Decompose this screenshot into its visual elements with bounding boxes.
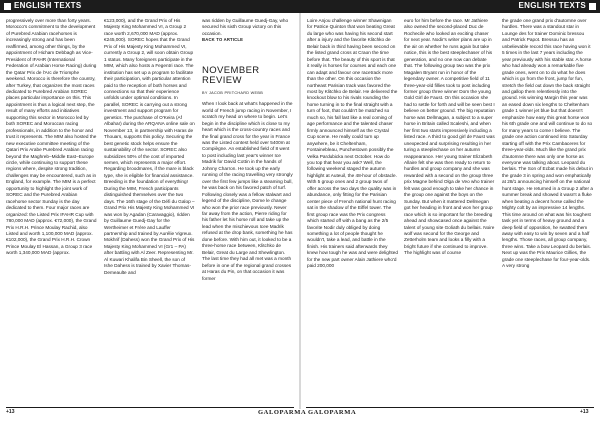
section-label-right: ENGLISH TEXTS	[518, 1, 586, 10]
article-title-line2: REVIEW	[202, 75, 242, 87]
text-column-6	[502, 18, 593, 403]
header-square-icon	[589, 3, 596, 10]
page-number-right: +13	[580, 409, 589, 415]
column-text: progressively over more than forty years. Morocco's commitment to the development of Purebred Arabian racehorses is increasingly strong and has been reaffirmed, among other things, by the appointment of Hicham Debbagh as Vice-President of IFAHR (International Federation of Arabian Horse Racing) during the Qatar Prix de l'Arc de Triomphe weekend. Morocco is therefore the country, after Turkey, that organizes the most races dedicated to Purebred Arabian SOREC places particular importance on this. This appointment is thus a logical next step, the result of many efforts and initiatives supporting this sector in Morocco led by both SOREC and Moroccan racing professionals, in addition to the honor and trust it represents. The MIM also hosted the new executive committee meeting of the Qatari Prix Arabe Purebred Arabian racing beyond the Maghreb–Middle East–Europe circle, while continuing to support these regions where, despite strong tradition, challenges may be encountered, such as in England, for example. The MIM is a perfect opportunity to highlight the joint work of SOREC and the Purebred Arabian racehorse sector Sunday is the day dedicated to them. Four major races are organized: the Listed Prix IFAHR Cup with 780,000 MAD (approx. €72,000), the Grand Prix H.R.H. Prince Moulay Rachid, also Listed and worth 1,100,000 MAD (approx. €102,000), the Grand Prix H.R.H. Crown Prince Moulay El Hassan, a Group 3 race worth 1,340,000 MAD (approx.	[6, 18, 97, 256]
footer-brand-left	[258, 409, 306, 416]
text-column-1	[6, 18, 97, 403]
footer-rule-right	[306, 407, 594, 408]
article-body: When I look back at what's happened in the world of French jump racing in November, I scratch my head on where to begin. Let's begin in the discipline which is close to my heart which is the cross-country races and the final grand cross for the year in France was the Listed contest held over 5400m at Compiègne. An established field of 8 went to post including last year's winner Ice Madrik for David Cottin in the hands of Johnny Charron. He took up the early running of the racing travelling very strongly over the first few jumps like a steaming bull, he was back on his favored patch of turf. Following closely was a fellow stalwart and legend of the discipline, Dome le change who won the prior race previously. Never far away from the action, Pierre riding for his father let his horse roll and take up the lead when the mischievous Icee Madrik refused at the drop bank, something he has done before. With him out, it looked to be a three-horse race between, Klitchko de Belair, Great du Large and Shewlington. The last time they had all met was a month before in one of the regional grand crosses at Haras du Pin, on that occasion it was former	[202, 101, 293, 281]
column-text: the grade one grand prix d'automne over hurdles. There was a standout star in Lounge des for trainer Dominic bressou and Patrick Papot. Bressou has an unbelievable record this race having won it 5 times in the last 7 years including the year previously with his stable star. A horse who had already won a remarkable five grade ones, went on to do what he does which is go from the front, jump for fun, stretch the field out down the back straight and gallop them relentlessly into the ground. His winning Margin this year was an eased down six lengths to Cheltenham grade 1 winner jet blue but that doesn't emphasize how easy this great horse won his 6th grade one and will continue to do so for many years to come I believe. The grade one action continued into Saturday starting off with the Prix Cambaceres for three-year-olds. Much like the grand prix d'automne there was only one horse as everyone was talking about. Leopard du berlais. The Son of Ecbat made his debut in the grade 3 in spring and won emphatically at 28/1 announcing himself on the national hunt stage. He returned in a Group 2 after a summer break and showed it wasn't a fluke when beating a decent horse called the Mighty colt by an impressive 14 lengths. This time around on what was his toughest task yet in terms of heavy ground and a deep field of opposition, he swatted them away with easy to win by seven and a half lengths. Those races, all group company, three wins. Take a bow Leopard du berlais. Next up was the Prix Maurice Gillies, the grade one steeplechase for four-year-olds. A very strong	[502, 18, 593, 269]
page-number-left: +13	[6, 409, 15, 415]
article-title-line1: NOVEMBER	[202, 64, 260, 76]
text-column-2	[104, 18, 195, 403]
brand-logo: GALOPARMA	[258, 409, 307, 416]
footer-rule-left	[6, 407, 294, 408]
column-text: €123,000), and the Grand Prix of His Majesty King Mohammed VI, a Group 2 race worth 2,670,000 MAD (approx. €245,000). SOREC hopes that the Grand Prix of His Majesty King Mohammed VI, currently a Group 2, will soon obtain Group 1 status. Many foreigners participate in the MIM, which also hosts a Fegentri race. The institution has set up a program to facilitate their participation, with particular attention paid to the reception of both horses and connections so that their experience unfolds under optimal conditions. In parallel, SOREC is carrying out a strong investment and support program for genetics. The purchase of O'Keira (Af Albahar) during the ARQANA online sale on November 13, in partnership with Haras de Thouars, supports this policy. Securing the best genetic stock helps ensure the sustainability of the sector. SOREC also subsidizes 50% of the cost of imported semen, which represents a major effort. Regarding broodmares, if the mare is black type, she is eligible for financial assistance. Breeding is the foundation of everything! During the MIM, French participants distinguished themselves over the two days. The 16th stage of the Défi du Galop – Grand Prix His Majesty King Mohammed VI was won by Agadan (Caravaggio), ridden by Guillaume Guedj-Gay for the Wertheimer et Frère and Lauffer partnership and trained by Aurélie Vigreux. Mokhrif (Dahess) won the Grand Prix of His Majesty King Mohammed VI (Gr1 – PA) after battling with Al Zeer. Representing Mr. Al Kuwari Khalifa Bin Sheell, the son of Ishe Dahess is trained by Xavier Thomas-Demeaulte and	[104, 18, 195, 275]
header-bar-left	[0, 0, 300, 13]
article-title	[202, 66, 293, 87]
column-text: euro for him before the race. Mr Jathiere also owned the second-placed Duc de Rochecile who looked an exciting chaser for next year. Nodir's writer plans are up in the air on whether he runs again but take notice, this is the best steeplechaser of his generation, and no one now can debate that. The following group two was the prix Magalen Bryant run in honor of the legendary owner. A competitive field of 11 three-year-old fillies took to post including former group three winner Dom the young Gold Girl de Faust. On this occasion she had to settle for forth and will be seen best I believe on better ground. The big reputation horse was Dellmagan, a subject to a super horse in Britain called Scaleshi, and when her first two starts impressively including a listed race. A third to good girl de Faust was unexpected and surprising resulting in her turing a steeplechase on her autumn reappearance. Her young trainer Elizabeth Allaire felt she was then ready to return to hurdles and group company and she was rewarded with a second on the group three prix Magne behind Olga de Veo who trainer felt was good enough to take her chance in the group one against the boys on the Sunday. But when it mattered Dellmegan got her heading in front and won her group race which is so important for the breeding ahead and showcased once against the talent of young site Goliath du bellais. Noire wolf was second for the George and Zetterholm team and looks a filly with a bright future if she continued to improve. The highlight was of course	[404, 18, 495, 256]
brand-logo: GALOPARMA	[308, 409, 357, 416]
column-text: was ridden by Guillaume Guedj-Gay, who secured his sixth Group victory on this occasion.	[202, 18, 289, 36]
footer-brand-right	[308, 409, 356, 416]
text-column-3	[202, 18, 293, 403]
header-bar-right	[300, 0, 600, 13]
back-to-article-link[interactable]: BACK TO ARTICLE	[202, 37, 244, 43]
article-byline: BY JACOB PRITCHARD WEBB	[202, 90, 264, 95]
page-gutter	[299, 13, 301, 409]
column-text: Loire Anjou challenge winner Shawnigan for Patrice Quinton that won beating Great du large who was having his second start after a injury and the favorite Klitchko de Belair back in third having been second on the listed grand cross at Craon the time before that. The beauty of this sport is that it really is horses for courses and each one can adapt and favour one racetrack more than the other. On this occasion the northeast Parisian track was favored the most by Klitchko de Belair. He delivered the knockout blow to his rivals rounding the home turning in to the final straight with a turn of foot, that couldn't be matched so much so, his fall last like a real coming of age performance and the talented chaser firmly announced himself as the Crystal Cup scene. He really could turn up anywhere, be it Cheltenham, Fontainebleau, Punchestown possibly the Velka Pardubicka next October. How do you top that hear you ask? Well, the following weekend staged the autumn highlight at Auteuil, the 48-hour of obstacle. With 5 group ones and 2 group twos of offer across the two days the quality was in abundance, only fitting for the Parisian center piece of French national hunt racing sat in the shadow of the Eiffel tower. The first group race was the Prix congress which started off with a bang as the 2/5 favorite Nodir duly obliged by doing something a lot of people thought he wouldn't, take a lead, and battle in the finish. His trainers said afterwards they knew how tough he was and were delighted for the new part owner Alain Jathiere who'd paid 200,000	[307, 18, 398, 269]
section-label-left: ENGLISH TEXTS	[14, 1, 82, 10]
text-column-4	[307, 18, 398, 403]
header-square-icon	[4, 3, 11, 10]
text-column-5	[404, 18, 495, 403]
